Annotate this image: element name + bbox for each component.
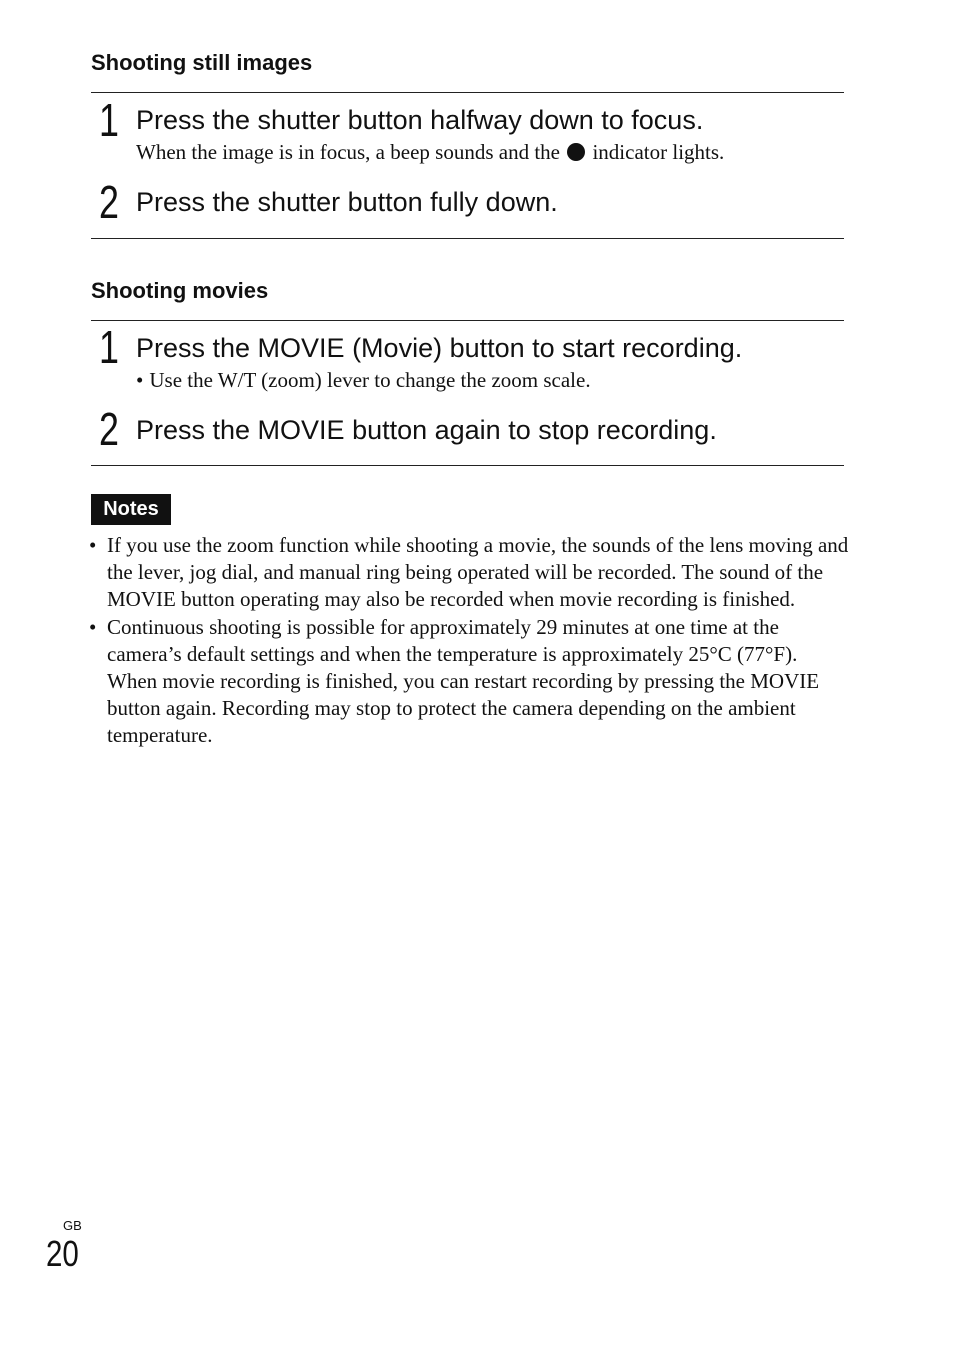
page-number: 20: [46, 1233, 79, 1274]
step-number: 1: [99, 321, 119, 373]
step-number: 2: [99, 176, 119, 228]
note-item: [89, 532, 849, 614]
bullet: •: [89, 614, 97, 639]
page-region-label: GB: [63, 1218, 82, 1233]
bullet: •: [136, 368, 144, 392]
step-detail-text: Use the W/T (zoom) lever to change the zoom scale.: [149, 368, 591, 392]
step-detail-text: indicator lights.: [592, 140, 725, 164]
divider: [91, 320, 844, 321]
step-detail: [136, 367, 591, 393]
section-title-still-images: Shooting still images: [91, 50, 313, 75]
step-instruction: Press the shutter button fully down.: [136, 187, 558, 217]
section-title-movies: Shooting movies: [91, 278, 269, 303]
step-detail: [136, 139, 724, 165]
divider: [91, 92, 844, 93]
filled-circle-icon: [567, 143, 585, 161]
step-detail-text: When the image is in focus, a beep sounds and the: [136, 140, 560, 164]
bullet: •: [89, 533, 97, 557]
step-instruction: Press the MOVIE (Movie) button to start recording.: [136, 333, 743, 363]
note-item: [89, 614, 849, 750]
divider: [91, 238, 844, 239]
note-text: If you use the zoom function while shooting a movie, the sounds of the lens moving and the lever, jog dial, and manual ring being operated will be recorded. The sound of the MOVIE button operating may also be recorded when movie recording is finished.: [107, 533, 849, 612]
notes-list: [89, 532, 849, 750]
step-number: 2: [99, 403, 119, 455]
step-instruction: Press the shutter button halfway down to focus.: [136, 105, 704, 135]
note-text: Continuous shooting is possible for approximately 29 minutes at one time at the camera’s default settings and when the temperature is approximately 25°C (77°F). When movie recording is finished, you can restart recording by pressing the MOVIE button again. Recording may stop to protect the camera depending on the ambient temperature.: [107, 614, 820, 748]
step-instruction: Press the MOVIE button again to stop recording.: [136, 415, 717, 445]
step-number: 1: [99, 94, 119, 146]
divider: [91, 465, 844, 466]
notes-label: Notes: [91, 494, 171, 525]
